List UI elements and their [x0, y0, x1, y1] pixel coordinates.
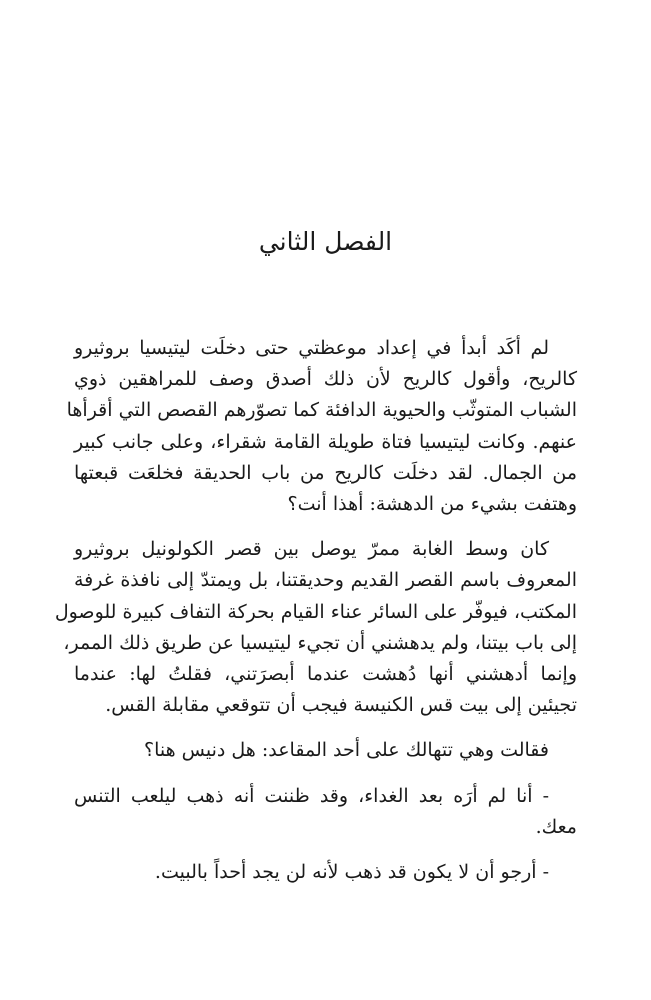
- text-line: وإنما أدهشني أنها دُهشت عندما أبصرَتني، فقلتُ لها: عندما: [74, 663, 577, 686]
- text-line: معك.: [535, 815, 577, 838]
- paragraph-3: [74, 735, 577, 766]
- text-line: فقالت وهي تتهالك على أحد المقاعد: هل دنيس هنا؟: [143, 739, 549, 762]
- paragraph-1: [66, 333, 577, 520]
- body-text: [54, 333, 577, 888]
- paragraph-5: [74, 857, 577, 888]
- text-line: كالريح، وأقول كالريح لأن ذلك أصدق وصف للمراهقين ذوي: [74, 368, 577, 391]
- text-line: وهتفت بشيء من الدهشة: أهذا أنت؟: [287, 493, 577, 516]
- text-line: الشباب المتوثّب والحيوية الدافئة كما تصوّرهم القصص التي أقرأها: [66, 399, 577, 422]
- paragraph-2: [54, 534, 577, 721]
- chapter-title: الفصل الثاني: [258, 227, 393, 256]
- text-line: عنهم. وكانت ليتيسيا فتاة طويلة القامة شقراء، وعلى جانب كبير: [74, 430, 577, 453]
- text-line: من الجمال. لقد دخلَت كالريح من باب الحديقة فخلعَت قبعتها: [74, 461, 577, 484]
- text-line: - أنا لم أرَه بعد الغداء، وقد ظننت أنه ذهب ليلعب التنس: [74, 784, 549, 807]
- text-line: المكتب، فيوفّر على السائر عناء القيام بحركة التفاف كبيرة للوصول: [54, 600, 577, 623]
- text-line: إلى باب بيتنا، ولم يدهشني أن تجيء ليتيسيا عن طريق ذلك الممر،: [63, 631, 577, 654]
- text-line: كان وسط الغابة ممرّ يوصل بين قصر الكولونيل بروثيرو: [74, 538, 549, 561]
- text-line: - أرجو أن لا يكون قد ذهب لأنه لن يجد أحداً بالبيت.: [154, 861, 549, 884]
- text-line: تجيئين إلى بيت قس الكنيسة فيجب أن تتوقعي مقابلة القس.: [105, 694, 577, 717]
- text-line: لم أكَد أبدأ في إعداد موعظتي حتى دخلَت ليتيسيا بروثيرو: [74, 337, 549, 359]
- paragraph-4: [74, 781, 577, 843]
- text-line: المعروف باسم القصر القديم وحديقتنا، بل ويمتدّ إلى نافذة غرفة: [74, 569, 577, 592]
